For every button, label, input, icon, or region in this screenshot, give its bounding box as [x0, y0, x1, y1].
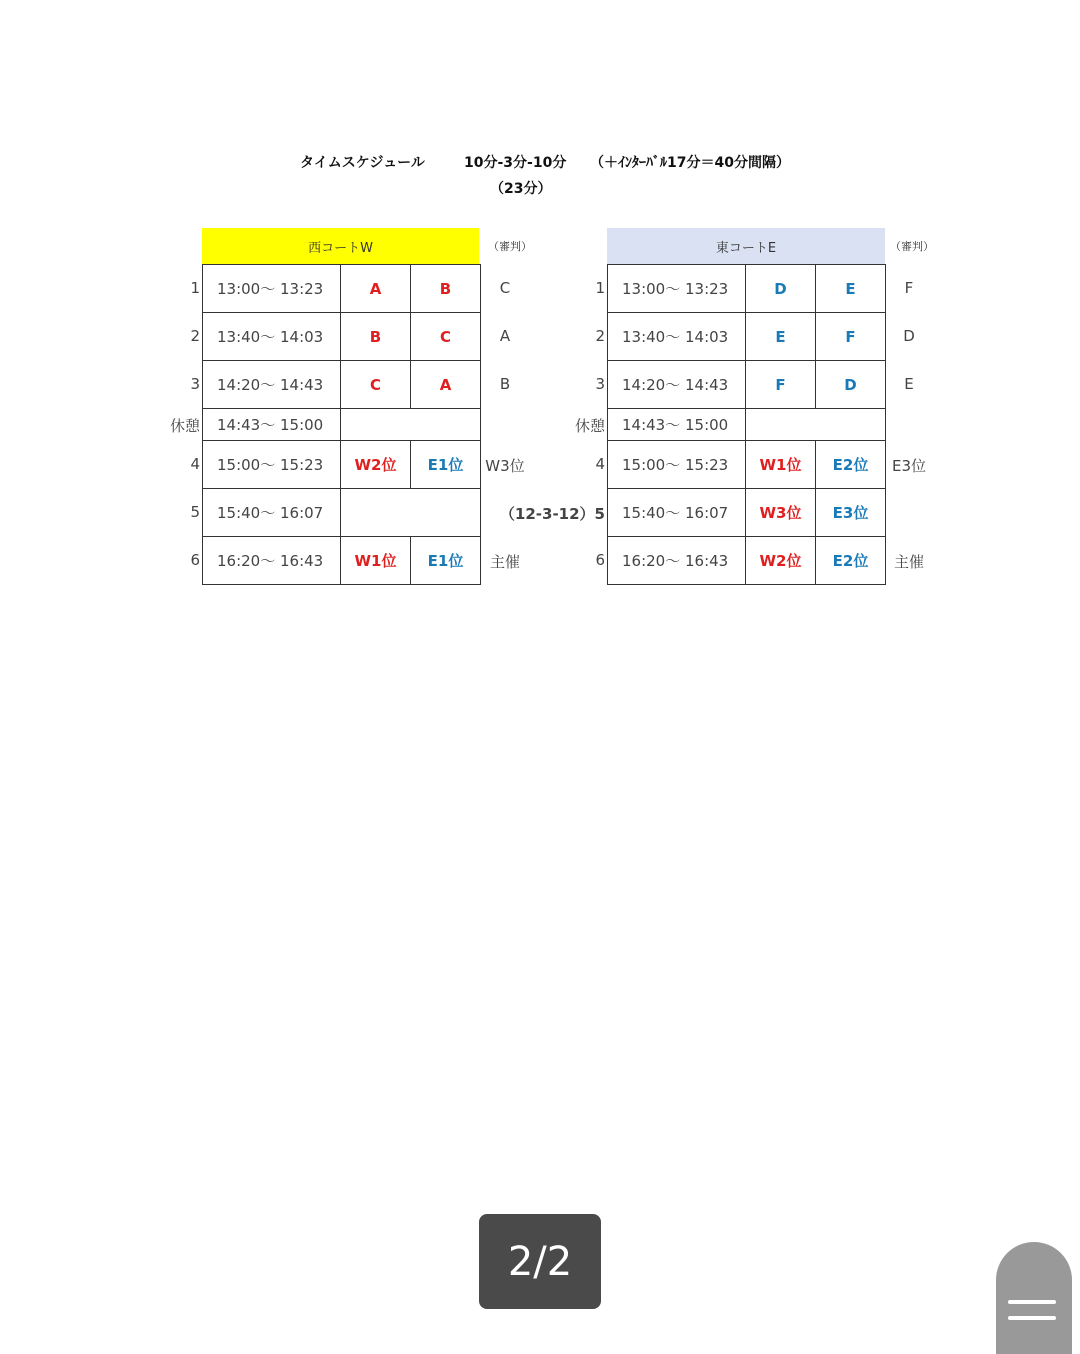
interval-note: （＋ｲﾝﾀｰﾊﾞﾙ17分＝40分間隔） — [590, 155, 790, 171]
team-cell: D — [816, 361, 886, 409]
table-row — [608, 361, 886, 409]
team-cell: W1位 — [746, 441, 816, 489]
team-cell: F — [746, 361, 816, 409]
time-cell: 15:40～ 16:07 — [203, 489, 341, 537]
row-number: （12-3-12）5 — [499, 505, 605, 523]
team-cell: E2位 — [816, 537, 886, 585]
time-cell: 13:00～ 13:23 — [608, 265, 746, 313]
west-referee-label: （審判） — [488, 240, 532, 253]
total-duration: （23分） — [490, 181, 552, 197]
menu-icon — [1008, 1300, 1056, 1304]
team-cell: E — [746, 313, 816, 361]
table-row — [608, 265, 886, 313]
time-cell: 13:00～ 13:23 — [203, 265, 341, 313]
row-number: 6 — [190, 551, 200, 569]
referee-cell: A — [499, 327, 511, 345]
schedule-title: タイムスケジュール — [300, 155, 425, 171]
row-number: 4 — [595, 455, 605, 473]
team-cell: E2位 — [816, 441, 886, 489]
team-cell: W2位 — [746, 537, 816, 585]
menu-button[interactable] — [996, 1242, 1072, 1354]
time-cell: 15:00～ 15:23 — [203, 441, 341, 489]
team-cell: B — [341, 313, 411, 361]
time-cell: 14:20～ 14:43 — [608, 361, 746, 409]
empty-cell — [341, 489, 481, 537]
referee-cell: C — [499, 279, 511, 297]
team-cell: W1位 — [341, 537, 411, 585]
time-cell: 14:43～ 15:00 — [203, 409, 341, 441]
break-row — [608, 409, 886, 441]
page-indicator: 2/2 — [479, 1214, 601, 1309]
menu-icon — [1008, 1316, 1056, 1320]
row-number: 4 — [190, 455, 200, 473]
referee-cell: E — [904, 375, 914, 393]
time-cell: 16:20～ 16:43 — [203, 537, 341, 585]
time-cell: 16:20～ 16:43 — [608, 537, 746, 585]
referee-cell: 主催 — [893, 553, 924, 571]
referee-cell: F — [904, 279, 914, 297]
referee-cell: W3位 — [485, 457, 525, 475]
east-schedule-table — [607, 264, 886, 585]
table-row — [608, 313, 886, 361]
row-number: 6 — [595, 551, 605, 569]
table-row — [203, 361, 481, 409]
row-number: 3 — [190, 375, 200, 393]
time-cell: 15:40～ 16:07 — [608, 489, 746, 537]
row-number: 2 — [190, 327, 200, 345]
team-cell: B — [411, 265, 481, 313]
time-cell: 13:40～ 14:03 — [608, 313, 746, 361]
east-court-header: 東コートE — [607, 228, 885, 264]
table-row — [203, 313, 481, 361]
row-number: 1 — [190, 279, 200, 297]
row-number: 休憩 — [574, 417, 605, 435]
team-cell: F — [816, 313, 886, 361]
team-cell: E1位 — [411, 441, 481, 489]
match-format: 10分-3分-10分 — [464, 155, 567, 171]
row-number: 3 — [595, 375, 605, 393]
row-number: 5 — [190, 503, 200, 521]
row-number: 休憩 — [169, 417, 200, 435]
table-row — [608, 489, 886, 537]
west-court-header: 西コートW — [202, 228, 479, 264]
east-referee-label: （審判） — [890, 240, 934, 253]
team-cell: D — [746, 265, 816, 313]
referee-cell: 主催 — [489, 553, 520, 571]
empty-cell — [341, 409, 481, 441]
team-cell: E — [816, 265, 886, 313]
table-row — [608, 441, 886, 489]
team-cell: E3位 — [816, 489, 886, 537]
team-cell: E1位 — [411, 537, 481, 585]
break-row — [203, 409, 481, 441]
time-cell: 14:20～ 14:43 — [203, 361, 341, 409]
time-cell: 15:00～ 15:23 — [608, 441, 746, 489]
team-cell: W3位 — [746, 489, 816, 537]
team-cell: W2位 — [341, 441, 411, 489]
table-row — [203, 489, 481, 537]
row-number: 1 — [595, 279, 605, 297]
team-cell: A — [411, 361, 481, 409]
referee-cell: E3位 — [891, 457, 927, 475]
team-cell: C — [411, 313, 481, 361]
team-cell: C — [341, 361, 411, 409]
time-cell: 13:40～ 14:03 — [203, 313, 341, 361]
time-cell: 14:43～ 15:00 — [608, 409, 746, 441]
team-cell: A — [341, 265, 411, 313]
table-row — [203, 537, 481, 585]
empty-cell — [746, 409, 886, 441]
west-schedule-table — [202, 264, 481, 585]
table-row — [608, 537, 886, 585]
referee-cell: B — [499, 375, 511, 393]
table-row — [203, 265, 481, 313]
referee-cell: D — [903, 327, 915, 345]
row-number: 2 — [595, 327, 605, 345]
table-row — [203, 441, 481, 489]
